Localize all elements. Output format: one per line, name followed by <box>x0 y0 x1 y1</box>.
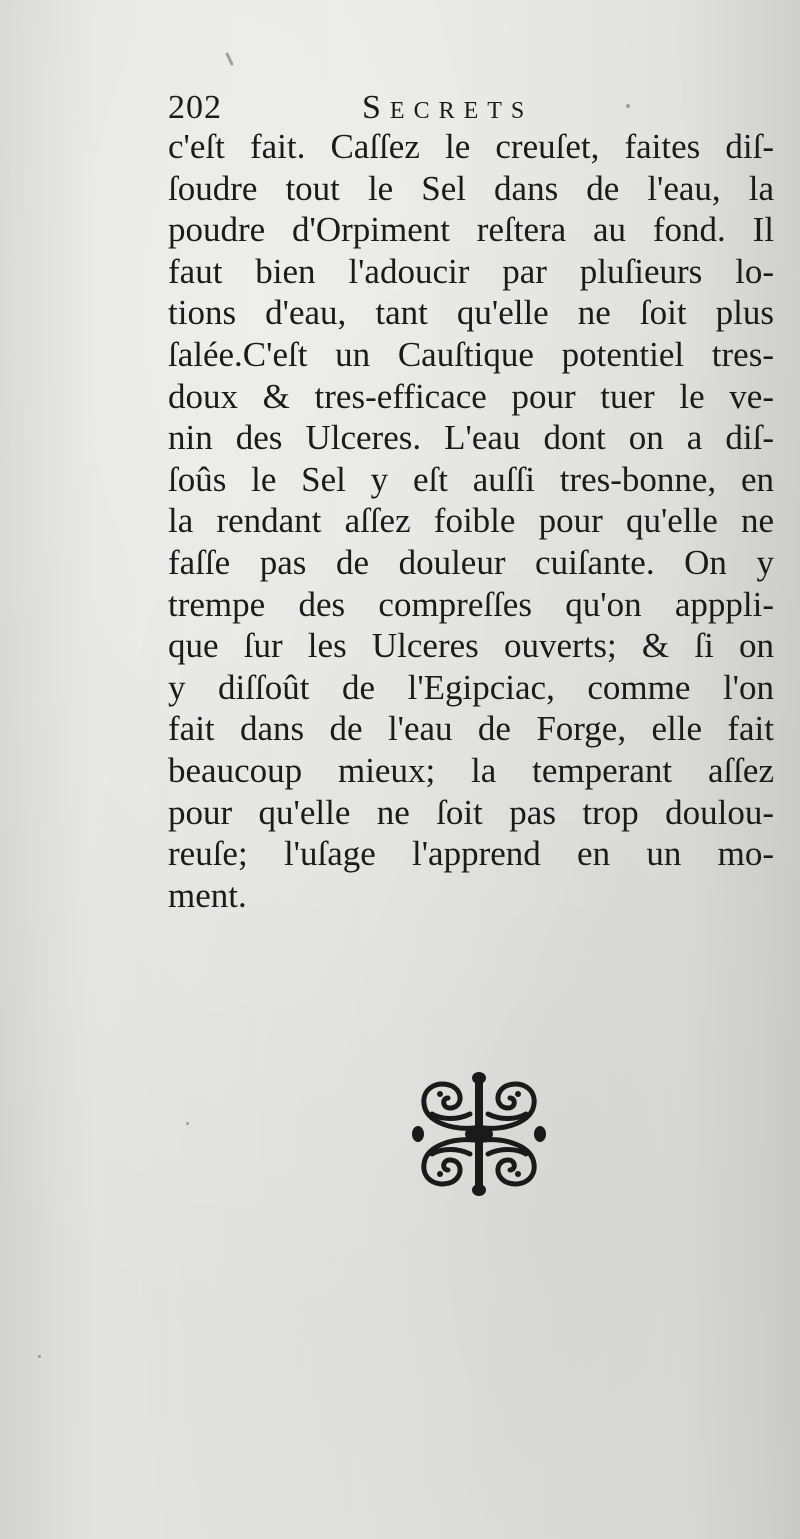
text-line: fait dans de l'eau de Forge, elle fait <box>168 709 774 749</box>
running-title: Secrets <box>362 89 534 126</box>
text-line: faut bien l'adoucir par pluſieurs lo- <box>168 251 774 291</box>
text-line: reuſe; l'uſage l'apprend en un mo- <box>168 834 774 874</box>
paper-mark <box>186 1122 189 1125</box>
text-line: doux & tres-efficace pour tuer le ve- <box>168 376 774 416</box>
text-line: faſſe pas de douleur cuiſante. On y <box>168 542 774 582</box>
text-line: que ſur les Ulceres ouverts; & ſi on <box>168 626 774 666</box>
text-line: tions d'eau, tant qu'elle ne ſoit plus <box>168 293 774 333</box>
text-line: beaucoup mieux; la temperant aſſez <box>168 750 774 790</box>
text-line: ment. <box>168 875 247 915</box>
body-text <box>168 126 774 916</box>
text-line: trempe des compreſſes qu'on apppli- <box>168 584 774 624</box>
text-line: la rendant aſſez foible pour qu'elle ne <box>168 501 774 541</box>
text-line: y diſſoût de l'Egipciac, comme l'on <box>168 667 774 707</box>
text-line: ſoûs le Sel y eſt auſſi tres-bonne, en <box>168 459 774 499</box>
text-line: poudre d'Orpiment reſtera au fond. Il <box>168 210 774 250</box>
text-line: ſalée.C'eſt un Cauſtique potentiel tres- <box>168 334 774 374</box>
text-line: nin des Ulceres. L'eau dont on a diſ- <box>168 418 774 458</box>
text-line: c'eſt fait. Caſſez le creuſet, faites diſ- <box>168 127 774 166</box>
fleuron-ornament-icon <box>412 1070 546 1198</box>
text-line: pour qu'elle ne ſoit pas trop doulou- <box>168 792 774 832</box>
page-number: 202 <box>168 89 222 126</box>
text-line: ſoudre tout le Sel dans de l'eau, la <box>168 168 774 208</box>
paper-mark <box>38 1355 41 1358</box>
page-header <box>168 86 638 130</box>
paper-mark <box>225 52 234 66</box>
